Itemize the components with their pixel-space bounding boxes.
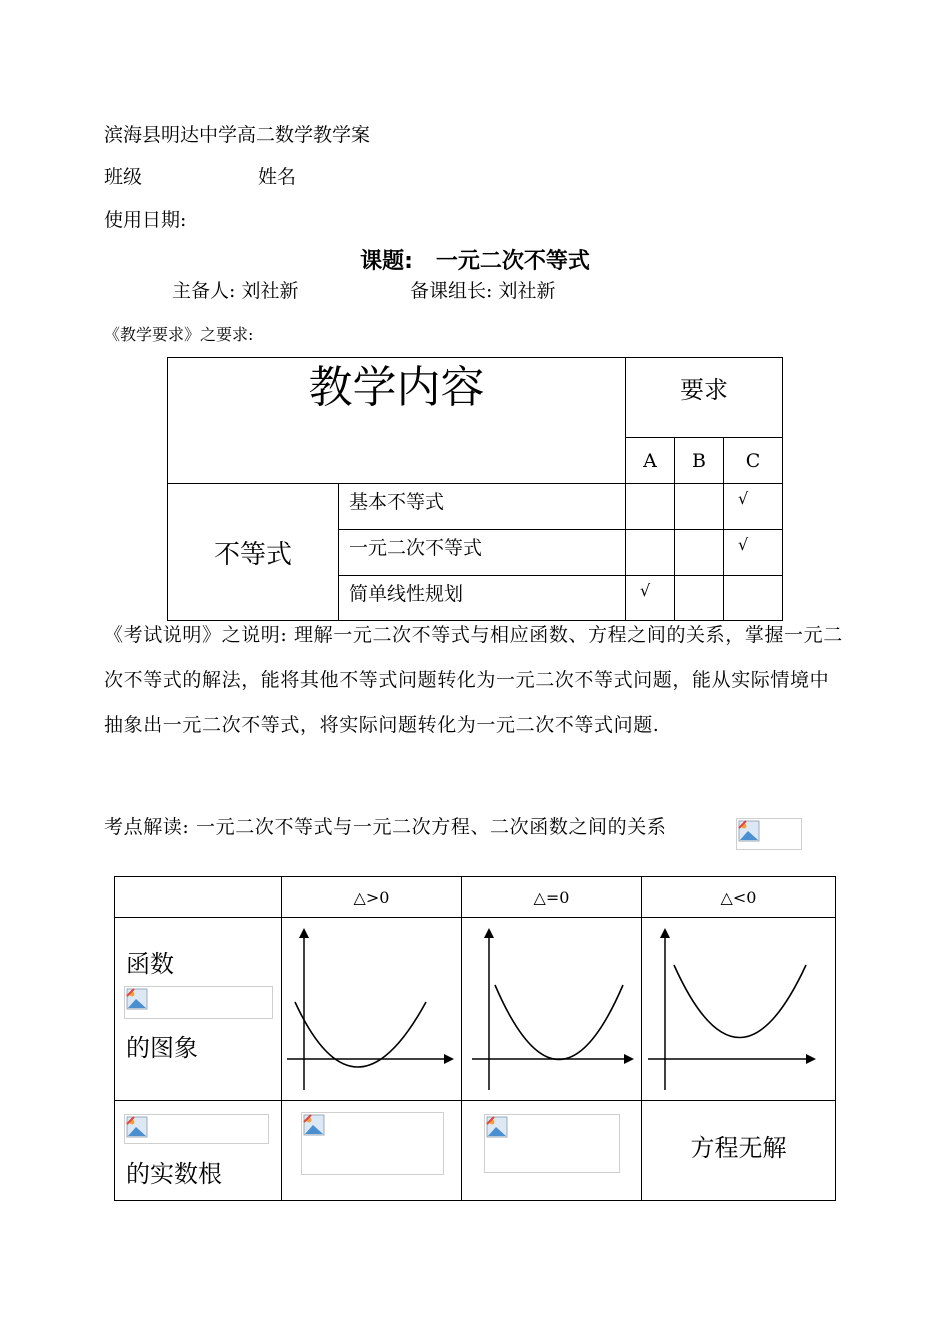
parabola-graph-two-roots <box>282 918 461 1100</box>
broken-image-icon <box>124 986 273 1019</box>
level-c: C <box>745 449 761 472</box>
row2-label-bottom: 的实数根 <box>126 1160 222 1188</box>
exam-note: 《考试说明》之说明: 理解一元二次不等式与相应函数、方程之间的关系，掌握一元二次不等式的解法，能将其他不等式问题转化为一元二次不等式问题，能从实际情境中抽象出一元二次不等式，将实际问题转化为一元二次不等式问题. <box>104 624 843 736</box>
broken-image-icon <box>484 1114 620 1173</box>
class-label: 班级 <box>104 166 143 188</box>
key-point: 考点解读: 一元二次不等式与一元二次方程、二次函数之间的关系 <box>104 816 667 838</box>
check-mark: √ <box>738 535 749 554</box>
lesson-title: 课题: 一元二次不等式 <box>360 249 590 274</box>
level-a: A <box>643 449 657 472</box>
date-label: 使用日期: <box>104 209 187 231</box>
broken-image-icon <box>301 1112 444 1175</box>
broken-image-icon <box>736 818 802 850</box>
row1-label-bottom: 的图象 <box>126 1034 198 1062</box>
row1-label-top: 函数 <box>126 950 174 978</box>
header-delta-zero: △=0 <box>533 887 570 907</box>
category-inequality: 不等式 <box>213 539 292 570</box>
no-solution-text: 方程无解 <box>690 1134 787 1162</box>
header-delta-positive: △>0 <box>353 887 390 907</box>
header-delta-negative: △<0 <box>720 887 757 907</box>
check-mark: √ <box>640 581 651 600</box>
check-mark: √ <box>738 489 749 508</box>
parabola-graph-no-root <box>642 918 835 1100</box>
name-label: 姓名 <box>258 166 297 188</box>
broken-image-icon <box>124 1114 269 1144</box>
level-b: B <box>692 449 706 472</box>
school-title: 滨海县明达中学高二数学教学案 <box>104 124 371 146</box>
item-basic-inequality: 基本不等式 <box>349 491 445 513</box>
col-require-header: 要求 <box>680 376 728 404</box>
parabola-graph-one-root <box>462 918 641 1100</box>
col-content-header: 教学内容 <box>308 362 485 413</box>
item-quadratic-inequality: 一元二次不等式 <box>349 537 483 559</box>
requirements-caption: 《教学要求》之要求: <box>104 325 254 344</box>
preparer: 主备人: 刘社新 <box>172 280 299 302</box>
group-leader: 备课组长: 刘社新 <box>410 280 556 302</box>
item-linear-programming: 简单线性规划 <box>349 583 464 605</box>
